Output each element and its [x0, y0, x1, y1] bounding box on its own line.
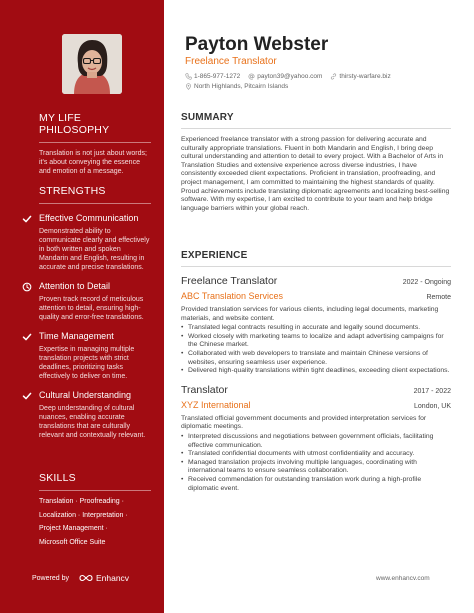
powered-by-label: Powered by	[32, 574, 69, 582]
skill-line: Project Management ·	[39, 525, 108, 532]
skill-line: Microsoft Office Suite	[39, 538, 106, 546]
email-text: payton39@yahoo.com	[257, 73, 323, 80]
check-icon	[22, 214, 32, 224]
strength-text: Expertise in managing multiple translation projects with strict deadlines, prioritizing tasks effectively to deliver on time.	[39, 346, 135, 380]
job-bullet: • Worked closely with marketing teams to localize and adapt advertising campaigns for the Chinese market.	[181, 333, 451, 350]
philosophy-title: MY LIFE PHILOSOPHY	[39, 112, 110, 136]
section-divider	[39, 490, 151, 491]
job-company: ABC Translation Services	[181, 291, 284, 301]
strength-title: Effective Communication	[39, 213, 139, 223]
strengths-title: STRENGTHS	[39, 185, 106, 197]
check-icon	[22, 332, 32, 342]
section-divider	[181, 266, 451, 267]
skills-title: SKILLS	[39, 472, 76, 484]
website-contact[interactable]	[330, 73, 390, 80]
person-name: Payton Webster	[185, 34, 329, 55]
section-divider	[39, 142, 151, 143]
job-bullet: • Interpreted discussions and negotiations between government officials, facilitating effective communication.	[181, 433, 451, 450]
brand-url[interactable]: www.enhancv.com	[376, 575, 430, 582]
strengths-section	[0, 185, 164, 440]
strength-item	[39, 281, 151, 322]
philosophy-text: Translation is not just about words; it's about conveying the essence and emotion of a message.	[39, 150, 147, 175]
strength-title: Cultural Understanding	[39, 390, 132, 400]
skill-line: Translation · Proofreading ·	[39, 498, 124, 505]
location-row	[185, 83, 296, 90]
enhancv-logo[interactable]	[79, 573, 129, 583]
job-description: Provided translation services for various clients, including legal documents, marketing materials, and website content.	[181, 306, 439, 322]
phone-contact[interactable]	[185, 73, 240, 80]
job-bullet: • Collaborated with web developers to translate and maintain Chinese versions of websites, ensuring seamless user experience.	[181, 350, 451, 367]
strength-text: Proven track record of meticulous attention to detail, ensuring high-quality and error-free translations.	[39, 296, 144, 321]
skill-line: Localization · Interpretation ·	[39, 511, 128, 519]
job-company: XYZ International	[181, 399, 251, 410]
experience-title: EXPERIENCE	[181, 250, 248, 261]
job-title: Freelance Translator	[181, 275, 278, 287]
strength-title: Time Management	[39, 331, 114, 341]
strength-item	[39, 331, 151, 381]
summary-text: Experienced freelance translator with a strong passion for delivering accurate and culturally appropriate translations. Fluent in both Mandarin and English, I bring deep cultural understanding and attention to detail to every project. With a Bachelor of Arts in Translation Studies and extensive experience across diverse industries, I have consistently exceeded client expectations. Proficient in translation, proofreading, and project management, I am committed to maintaining the highest standards of quality. Proud achievements include translating diplomatic agreements and localizing best-selling software. With my expertise, I am excited to contribute to your team and help bridge language barriers within your global reach.	[181, 136, 450, 212]
location-pin-icon	[185, 83, 192, 90]
job-entry	[181, 275, 451, 376]
phone-icon	[185, 73, 192, 80]
summary-section	[181, 112, 451, 213]
job-bullet: • Managed translation projects involving multiple languages, coordinating with international teams to ensure seamless collaboration.	[181, 459, 451, 476]
summary-title: SUMMARY	[181, 112, 234, 123]
strength-item	[39, 390, 151, 440]
sidebar	[0, 0, 164, 613]
job-entry	[181, 384, 451, 493]
brand-name: Enhancv	[95, 573, 130, 583]
strength-title: Attention to Detail	[39, 281, 111, 291]
profile-photo	[62, 34, 122, 94]
skills-section	[0, 472, 164, 547]
clock-icon	[22, 282, 32, 292]
strength-text: Deep understanding of cultural nuances, enabling accurate translations that are culturally relevant and contextually relevant.	[39, 405, 146, 439]
job-location: London, UK	[414, 402, 451, 410]
at-icon	[248, 73, 255, 80]
location-text: North Highlands, Pitcairn Islands	[194, 83, 289, 90]
job-bullets	[181, 324, 451, 376]
job-bullets	[181, 433, 451, 493]
job-title: Translator	[181, 383, 228, 396]
link-icon	[330, 73, 337, 80]
website-text: thirsty-warfare.biz	[339, 73, 391, 80]
philosophy-section	[0, 112, 164, 176]
section-divider	[181, 128, 451, 129]
strength-item	[39, 213, 151, 272]
infinity-icon	[79, 574, 93, 582]
job-dates: 2017 - 2022	[413, 387, 451, 395]
experience-section	[181, 250, 451, 493]
job-bullet: • Translated legal contracts resulting in accurate and legally sound documents.	[181, 324, 451, 333]
job-bullet: • Translated confidential documents with utmost confidentiality and accuracy.	[181, 450, 451, 459]
phone-text: 1-865-977-1272	[194, 73, 241, 80]
contact-row	[185, 73, 399, 80]
location-contact	[185, 83, 288, 90]
job-bullet: • Received commendation for outstanding translation work during a high-profile diplomatic event.	[181, 476, 451, 493]
profile-photo-image	[62, 34, 122, 94]
person-role: Freelance Translator	[185, 56, 277, 67]
section-divider	[39, 203, 151, 204]
powered-by	[32, 573, 129, 583]
job-description: Translated official government documents and provided interpretation services for diplomatic meetings.	[181, 414, 427, 431]
job-location: Remote	[426, 294, 451, 301]
job-dates: 2022 - Ongoing	[402, 279, 451, 286]
email-contact[interactable]	[248, 73, 322, 80]
check-icon	[22, 391, 32, 401]
job-bullet: • Delivered high-quality translations within tight deadlines, exceeding client expectations.	[181, 367, 451, 376]
strength-text: Demonstrated ability to communicate clearly and effectively in both written and spoken Mandarin and English, resulting in accurate and precise translations.	[39, 228, 150, 271]
